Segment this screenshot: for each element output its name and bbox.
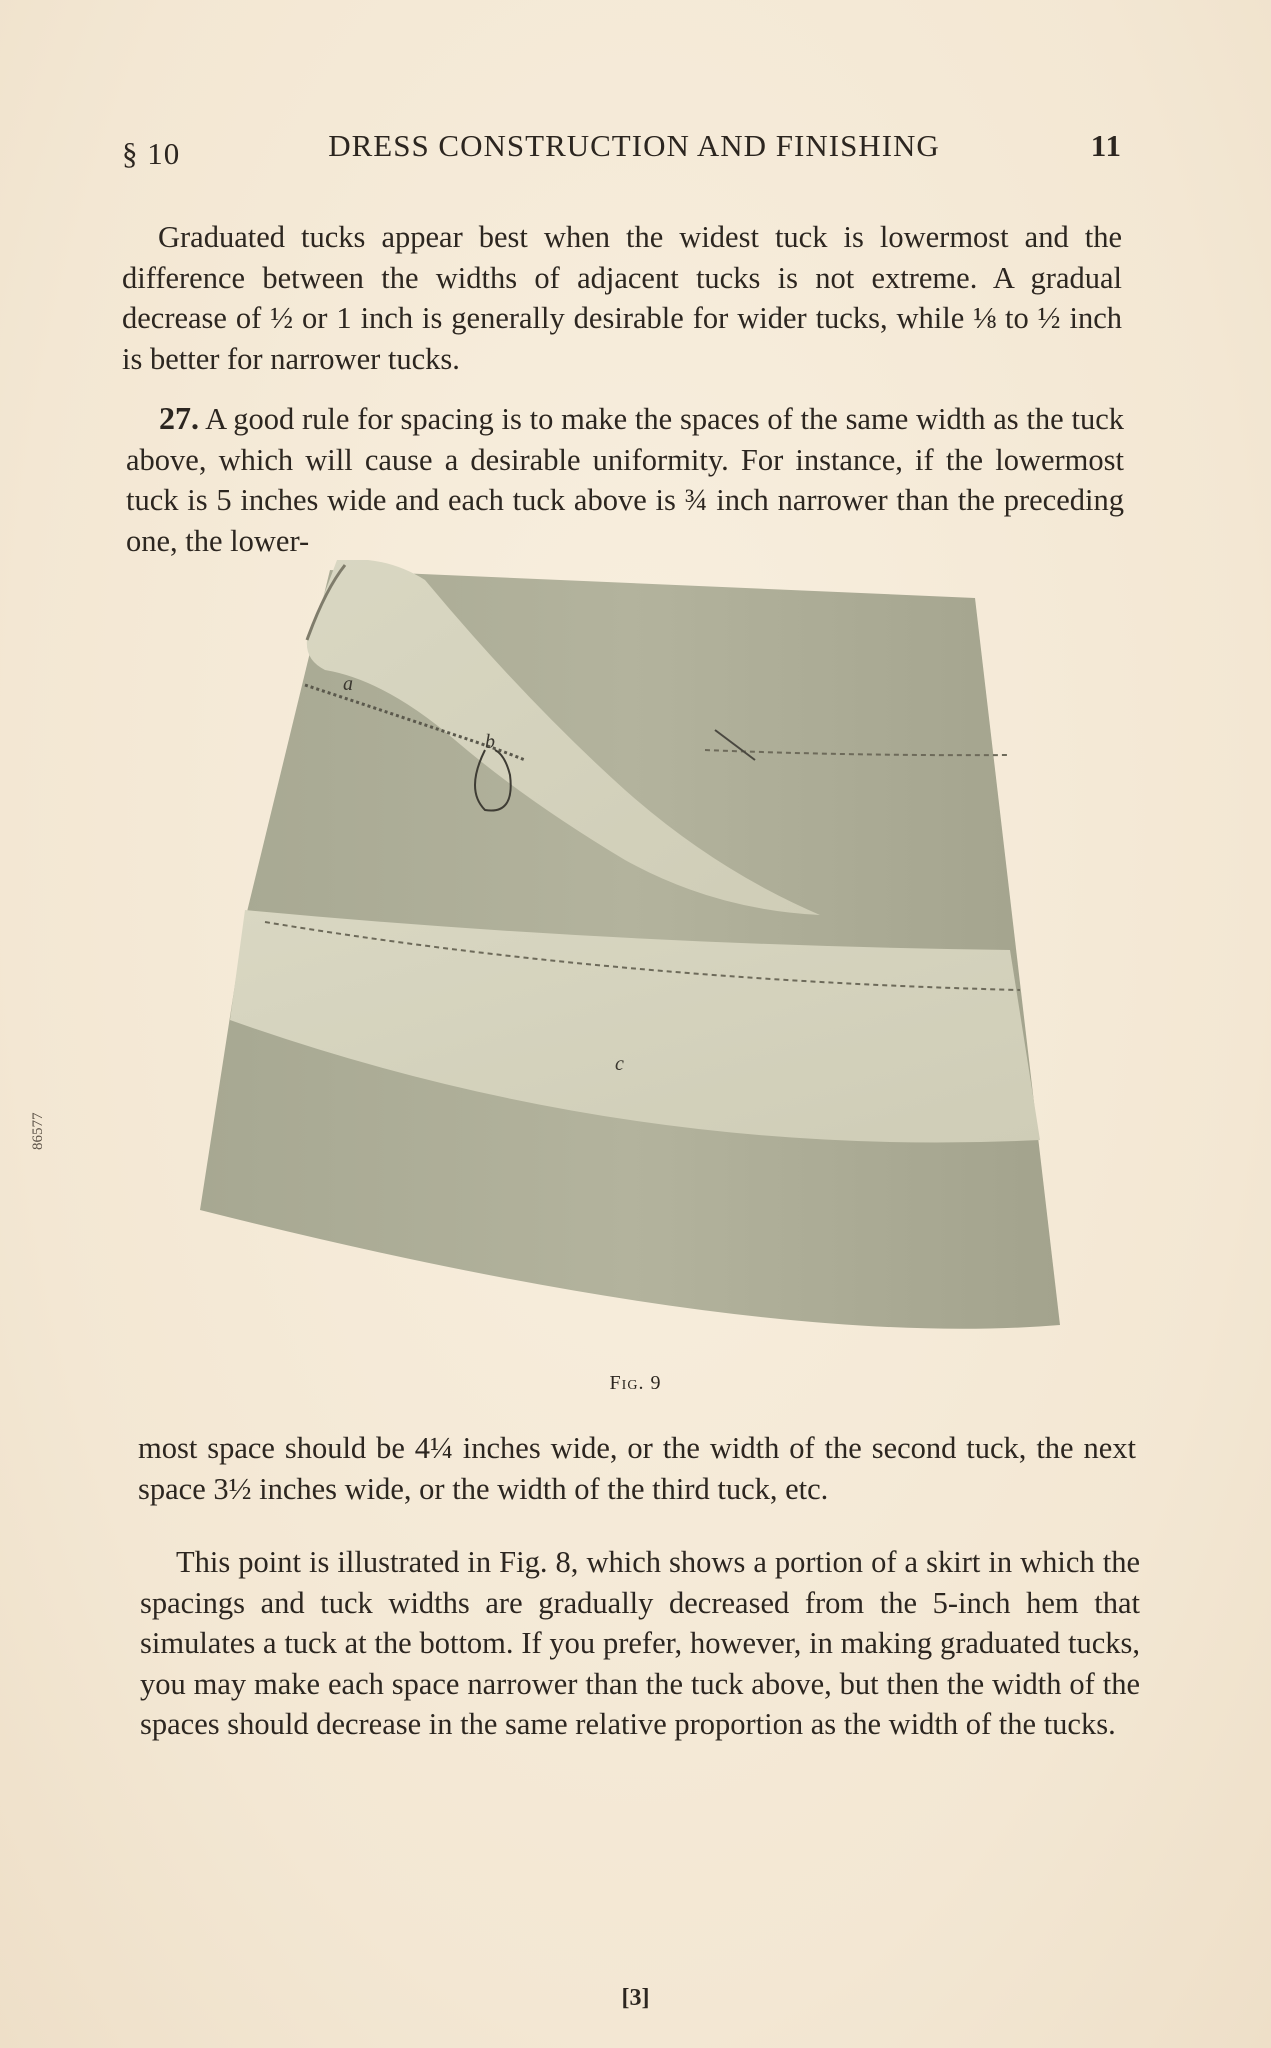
label-c: c (615, 1053, 624, 1075)
section-mark: § 10 (122, 136, 181, 171)
paragraph-graduated-tucks: Graduated tucks appear best when the widest tuck is lowermost and the difference between the widths of adjacent tucks is not extreme. A gradual decrease of ½ or 1 inch is generally desirable for wider tucks, while ⅛ to ½ inch is better for narrower tucks. (122, 220, 1122, 376)
figure-9-illustration (195, 560, 1075, 1350)
label-b: b (485, 731, 495, 753)
paragraph-27 (126, 398, 1124, 561)
paragraph-number: 27. (159, 400, 199, 436)
paragraph-illustration-note: This point is illustrated in Fig. 8, which shows a portion of a skirt in which the spacings and tuck widths are gradually decreased from the 5-inch hem that simulates a tuck at the bottom. If you prefer, however, in making graduated tucks, you may make each space narrower than the tuck above, but then the width of the spaces should decrease in the same relative proportion as the width of the tucks. (140, 1545, 1140, 1741)
page-footer-number: [3] (621, 1985, 650, 2011)
label-a: a (343, 673, 353, 695)
figure-caption: Fig. 9 (609, 1372, 662, 1394)
paragraph-continued: most space should be 4¼ inches wide, or the width of the second tuck, the next space 3½ inches wide, or the width of the third tuck, etc. (138, 1431, 1136, 1506)
page-number: 11 (1090, 128, 1122, 163)
side-catalog-number: 86577 (30, 1112, 46, 1150)
running-header (122, 128, 1122, 171)
header-title: DRESS CONSTRUCTION AND FINISHING (328, 128, 940, 163)
paragraph-27-text: A good rule for spacing is to make the spaces of the same width as the tuck above, which will cause a desirable uniformity. For instance, if the lowermost tuck is 5 inches wide and each tuck above is ¾ inch narrower than the preceding one, the lower- (126, 402, 1124, 558)
